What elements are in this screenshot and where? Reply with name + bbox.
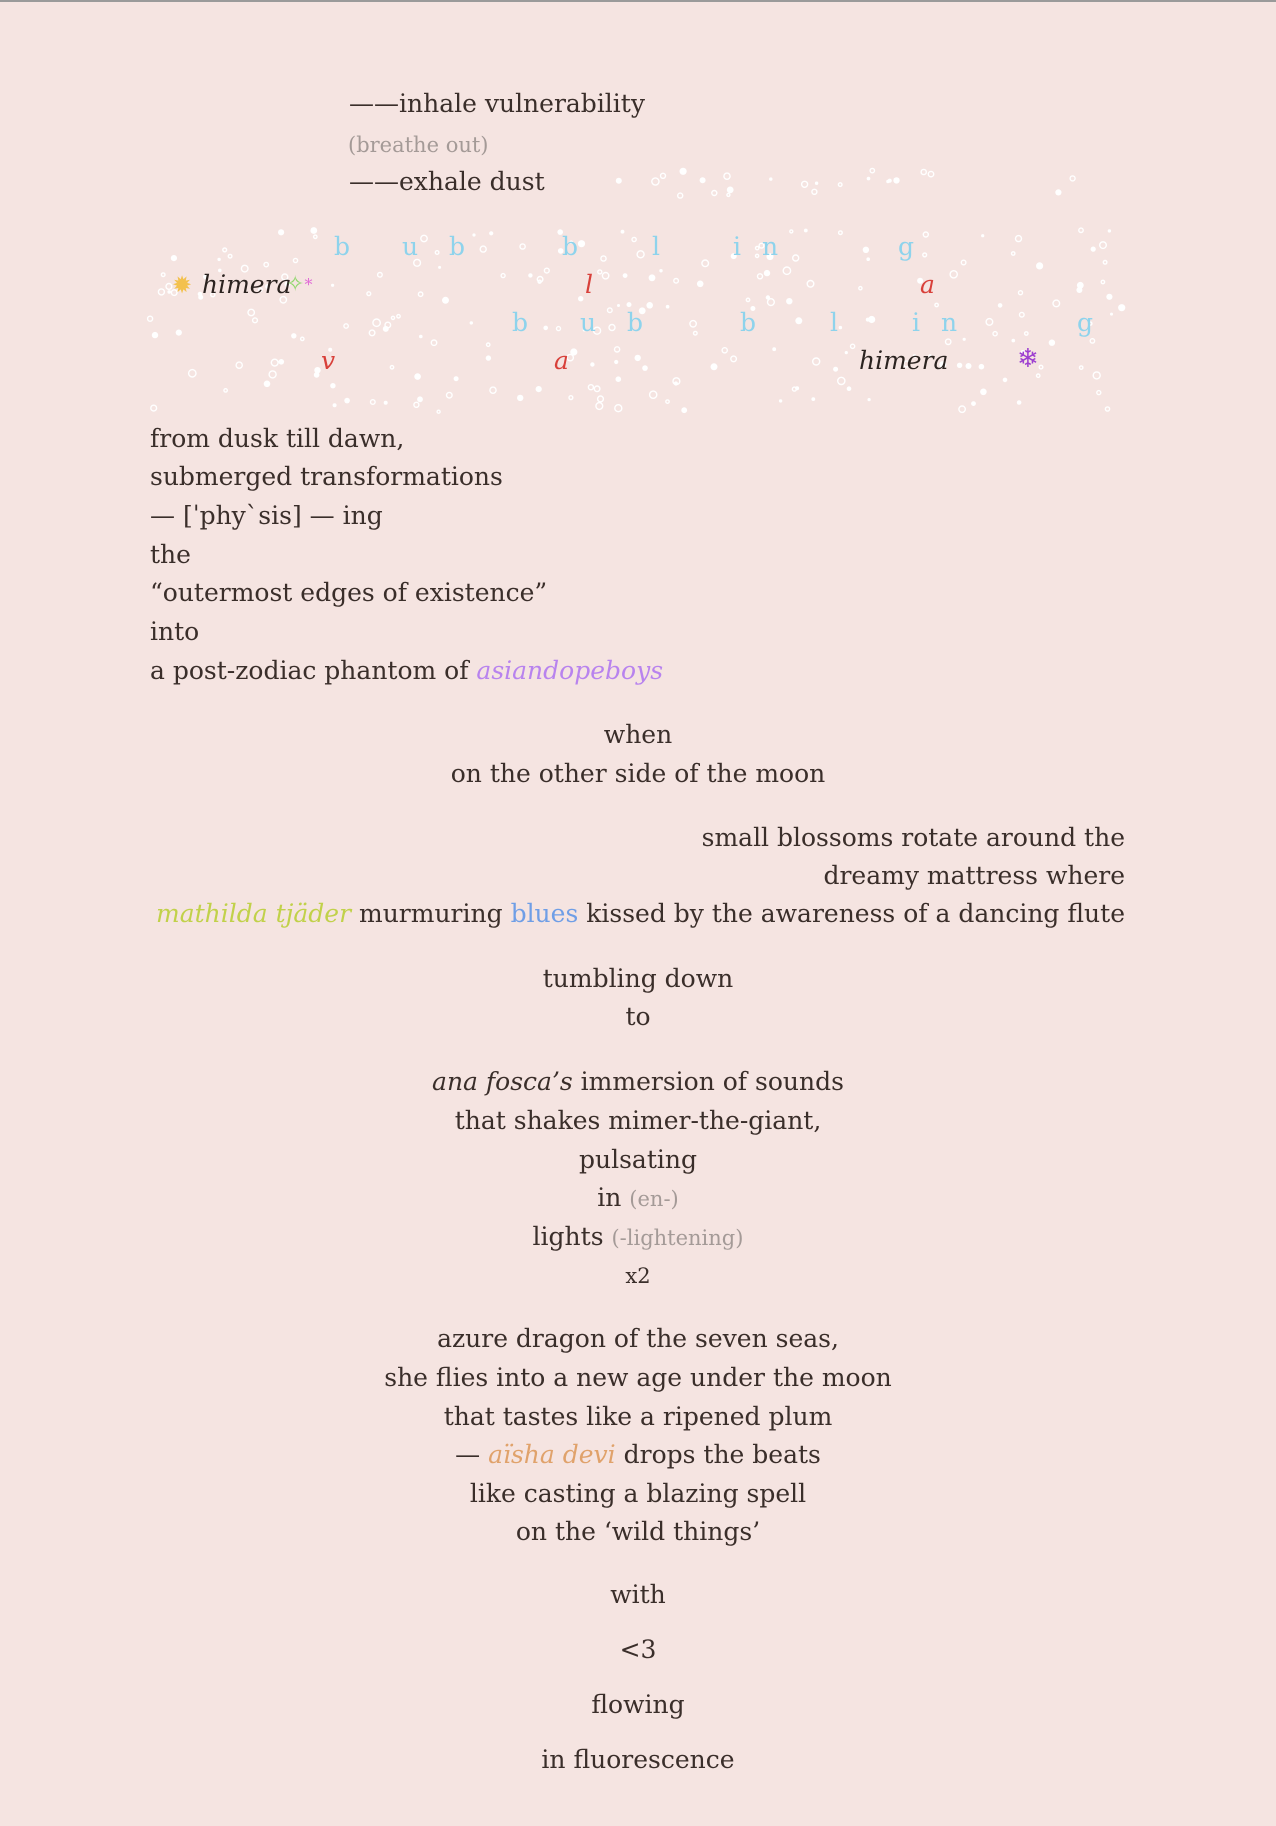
stanza5-line bbox=[0, 1182, 1276, 1215]
text: — bbox=[455, 1440, 489, 1469]
stanza1-line: into bbox=[150, 617, 200, 646]
stanza2-line: when bbox=[603, 720, 673, 749]
stanza6-line bbox=[0, 1439, 1276, 1471]
stanza4-line: tumbling down bbox=[542, 964, 734, 993]
stanza6-line: azure dragon of the seven seas, bbox=[437, 1324, 839, 1353]
himera-word: himera bbox=[859, 346, 949, 375]
stanza2-line: on the other side of the moon bbox=[450, 759, 826, 788]
text: lights bbox=[532, 1222, 612, 1251]
text: drops the beats bbox=[615, 1440, 821, 1469]
bubble-field bbox=[0, 2, 1276, 422]
stanza5-repeat: x2 bbox=[625, 1264, 651, 1288]
stanza6-line: that tastes like a ripened plum bbox=[443, 1402, 833, 1431]
bubble-letter: i bbox=[912, 308, 920, 337]
parenthetical: (en-) bbox=[629, 1187, 679, 1211]
bubble-letter: n bbox=[762, 232, 779, 261]
bubble-letter-red: v bbox=[321, 346, 336, 375]
stanza1-line: — [ˈphy`sis] — ing bbox=[150, 501, 383, 530]
bubble-letter: g bbox=[1077, 308, 1094, 337]
stanza5-line bbox=[0, 1066, 1276, 1098]
ending-line: flowing bbox=[591, 1690, 685, 1719]
bubble-letter-red: l bbox=[585, 270, 593, 299]
intro-line-breathe: (breathe out) bbox=[348, 133, 489, 157]
bubble-letter: b bbox=[512, 308, 529, 337]
stanza3-line: dreamy mattress where bbox=[823, 861, 1125, 890]
dash: —— bbox=[349, 89, 399, 118]
text: a post-zodiac phantom of bbox=[150, 656, 477, 685]
bubble-letter: b bbox=[740, 308, 757, 337]
intro-text: inhale vulnerability bbox=[399, 89, 645, 118]
blues-word: blues bbox=[510, 899, 579, 928]
artist-name: ana fosca’s bbox=[432, 1067, 573, 1096]
stanza1-line: “outermost edges of existence” bbox=[150, 578, 548, 607]
himera-word: himera bbox=[202, 270, 292, 299]
sun-icon: ✹ bbox=[172, 271, 193, 299]
dash: —— bbox=[349, 167, 399, 196]
text: kissed by the awareness of a dancing flute bbox=[578, 899, 1125, 928]
stanza6-line: she flies into a new age under the moon bbox=[384, 1363, 892, 1392]
diamond-sparkle-icon: ✧* bbox=[286, 272, 313, 297]
text: murmuring bbox=[351, 899, 511, 928]
bubble-letter: u bbox=[580, 308, 597, 337]
bubble-letter: b bbox=[562, 232, 579, 261]
bubble-letter: l bbox=[652, 232, 660, 261]
stanza4-line: to bbox=[625, 1002, 651, 1031]
artist-name: mathilda tjäder bbox=[155, 899, 352, 928]
stanza5-line bbox=[0, 1221, 1276, 1254]
stanza1-line bbox=[150, 655, 663, 687]
parenthetical: (-lightening) bbox=[611, 1226, 744, 1250]
text: immersion of sounds bbox=[572, 1067, 844, 1096]
ending-line: <3 bbox=[619, 1635, 657, 1664]
bubble-letter-red: a bbox=[920, 270, 935, 299]
bubble-letter: l bbox=[830, 308, 838, 337]
text: in bbox=[597, 1183, 630, 1212]
ending-line: in fluorescence bbox=[541, 1745, 735, 1774]
bubble-letter: b bbox=[334, 232, 351, 261]
stanza1-line: from dusk till dawn, bbox=[150, 424, 405, 453]
stanza5-line: pulsating bbox=[579, 1145, 697, 1174]
bubble-letter: u bbox=[402, 232, 419, 261]
bubble-letter: b bbox=[449, 232, 466, 261]
bubble-letter: g bbox=[898, 232, 915, 261]
stanza3-line: small blossoms rotate around the bbox=[701, 823, 1125, 852]
snowflake-icon: ❄ bbox=[1017, 344, 1039, 374]
intro-text: exhale dust bbox=[399, 167, 545, 196]
artist-name: asiandopeboys bbox=[476, 656, 664, 685]
bubble-letter: b bbox=[627, 308, 644, 337]
artist-name: aïsha devi bbox=[488, 1440, 616, 1469]
stanza3-line bbox=[156, 898, 1125, 930]
bubble-letter: i bbox=[733, 232, 741, 261]
ending-line: with bbox=[610, 1580, 666, 1609]
bubble-letter-red: a bbox=[554, 346, 569, 375]
stanza1-line: the bbox=[150, 540, 191, 569]
stanza5-line: that shakes mimer-the-giant, bbox=[454, 1106, 822, 1135]
bubble-letter: n bbox=[941, 308, 958, 337]
bubble-dots bbox=[0, 2, 1276, 422]
stanza1-line: submerged transformations bbox=[150, 462, 503, 491]
stanza6-line: like casting a blazing spell bbox=[469, 1479, 807, 1508]
stanza6-line: on the ‘wild things’ bbox=[515, 1517, 761, 1546]
